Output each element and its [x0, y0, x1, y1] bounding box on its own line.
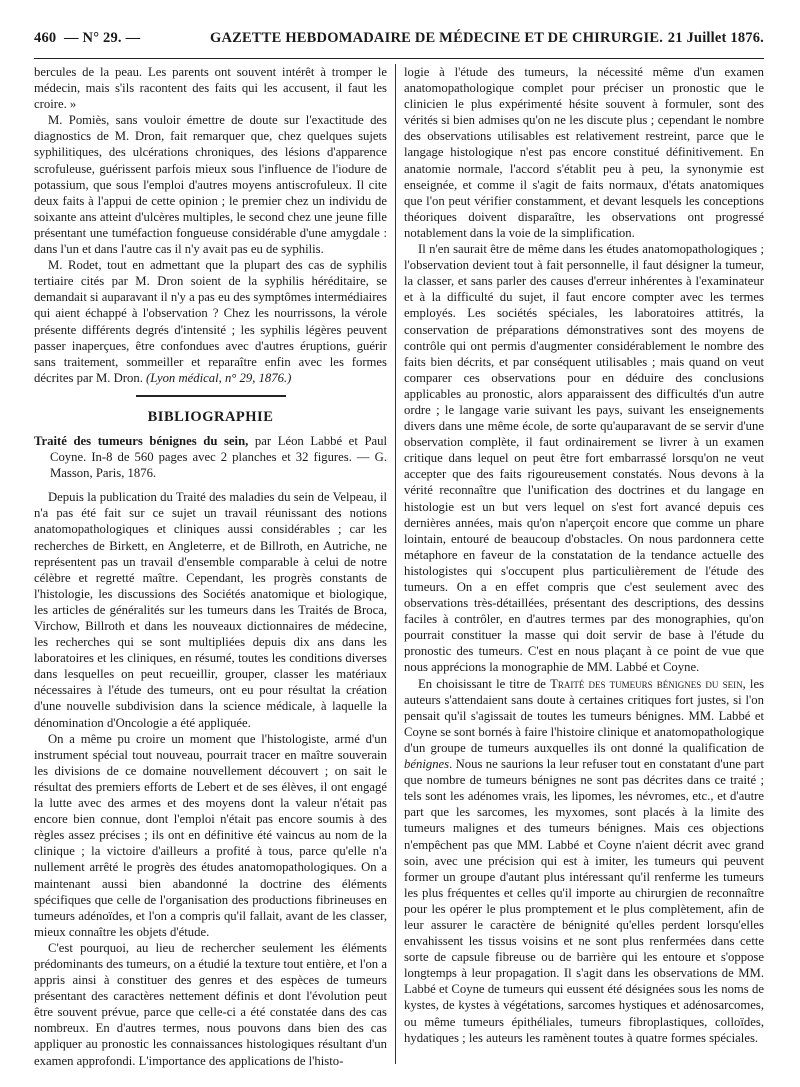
emphasis: bénignes — [404, 757, 450, 772]
section-title: BIBLIOGRAPHIE — [147, 408, 274, 425]
column-divider — [395, 64, 396, 1064]
book-title: Traité des tumeurs bénignes du sein, — [34, 433, 249, 448]
paragraph: C'est pourquoi, au lieu de rechercher seulement les éléments prédominants des tumeurs, on a étudié la texture tout entière, et l'on a appris ainsi à constituer des genres et des espèces de tumeurs présentant des caractères nettement définis et dont l'évolution peut être souvent prévue, parce que celle-ci a été constatée dans des cas nombreux. En d'autres termes, nous pouvons dans bien des cas appliquer au pronostic les connaissances histologiques résultant d'un examen approfondi. L'importance des applications de l'histo- — [34, 940, 387, 1068]
paragraph: Il n'en saurait être de même dans les études anatomopathologiques ; l'observation devient tout à fait personnelle, il faut désigner la tumeur, la classer, et sans parler des causes d'erreur inhérentes à l'examinateur et à la difficulté du sujet, il faut encore compter avec les termes employés. Les sociétés spéciales, les laboratoires attitrés, la conservation de préparations démonstratives sont des moyens de contrôle qui ont permis d'augmenter considérablement le nombre des faits bien décrits, et par conséquent utilisables ; mais quand on veut comparer ces observations pour en déduire des conclusions applicables au pronostic, alors apparaissent des difficultés d'un autre ordre ; le langage varie suivant les pays, suivant les enseignements divers dans une même école, de sorte qu'auparavant de se servir d'une observation complète, il faut ordinairement se livrer à un examen critique dans lequel on peut être fort embarrassé lorsqu'on ne veut accepter que des faits rigoureusement constatés. Nous devons à la vérité reconnaître que l'unification des doctrines et du langage en histologie est un but vers lequel on s'est fort avancé depuis ces dernières années, mais qu'on n'aperçoit encore que comme un phare lointain, entouré de beaucoup d'obstacles. On nous pardonnera cette métaphore en faveur de la constatation de la tendance actuelle des histologistes qui s'occupent plus particulièrement de l'étude des tumeurs. On a en effet compris que c'est seulement avec des observations très-détaillées, présentant des descriptions, des dessins faciles à contrôler, en d'autres termes par des monographies, qu'on pourrait constituer la masse qui doit servir de base à l'étude du pronostic des tumeurs. C'est en nous plaçant à ce point de vue que nous apprécions la monographie de MM. Labbé et Coyne. — [404, 242, 764, 675]
paragraph: On a même pu croire un moment que l'histologiste, armé d'un instrument spécial tout nouveau, pourrait tracer en maître souverain les divisions de ce domaine nouvellement découvert ; on sait le résultat des premiers efforts de Lebert et de ses élèves, il ont engagé la lutte avec des armes et des moyens dont la valeur n'était pas encore bien connue, dont l'emploi n'était pas encore soumis à des règles assez précises ; ils ont en définitive été vaincus au nom de la clinique ; la victoire d'ailleurs a profité à tous, parce qu'elle n'a nullement arrêté le progrès des études anatomopathologiques. On a maintenant aussi bien abandonné la doctrine des éléments spécifiques que celle de l'organisation des productions fibrineuses en tumeurs adénoïdes, et l'on a compris qu'il fallait, avant de les classer, mieux connaître les objets d'étude. — [34, 731, 387, 939]
paragraph: M. Pomiès, sans vouloir émettre de doute sur l'exactitude des diagnostics de M. Dron, fait remarquer que, chez quelques sujets syphilitiques, des ulcérations chroniques, des lésions d'apparence scrofuleuse, guérissent parfois mieux sous l'influence de l'iodure de potassium, que sous l'emploi d'autres moyens antiscrofuleux. Il cite deux faits à l'appui de cette opinion ; le premier chez un individu de soixante ans atteint d'ulcères multiples, le second chez une jeune fille présentant une tuméfaction fongueuse considérable d'une amygdale : dans l'un et dans l'autre cas il n'y avait pas eu de syphilis. — [34, 113, 387, 257]
book-details: par Léon Labbé et Paul Coyne. In-8 de 560 pages avec 2 planches et 32 figures. — G. Masson, Paris, 1876. — [50, 433, 388, 481]
right-column — [404, 64, 764, 1046]
section-rule — [136, 395, 286, 397]
header-rule — [34, 58, 764, 59]
source-citation: (Lyon médical, n° 29, 1876.) — [146, 370, 292, 385]
paragraph-text: En choisissant le titre de — [418, 676, 546, 691]
header-page-issue — [34, 30, 140, 47]
paragraph — [34, 257, 387, 386]
journal-title: GAZETTE HEBDOMADAIRE DE MÉDECINE ET DE CHIRURGIE. — [210, 30, 664, 46]
paragraph: logie à l'étude des tumeurs, la nécessité même d'un examen anatomopathologique complet pour préciser un pronostic que le clinicien le plus expérimenté hésite souvent à formuler, sont des vérités si bien admises qu'on ne les discute plus ; cependant le nombre des observations utilisables est relativement restreint, parce que le langage histologique n'est pas encore constitué définitivement. En anatomie normale, l'accord s'établit peu à peu, la synonymie est enseignée, et comme il s'agit de faits normaux, d'états anatomiques que l'on peut vérifier constamment, et devant lesquels les conceptions théoriques doivent disparaître, les observations ont progressé notablement dans la voie de la simplification. — [404, 65, 764, 240]
paragraph: bercules de la peau. Les parents ont souvent intérêt à tromper le médecin, mais s'ils racontent des faits qui les accusent, il faut les croire. » — [34, 65, 387, 112]
paragraph-text: , les auteurs s'attendaient sans doute à certaines critiques fort justes, si l'on pensait qu'il s'agissait de toutes les tumeurs bénignes. MM. Labbé et Coyne se sont bornés à faire l'histoire clinique et anatomopathologique d'un groupe de tumeurs auxquelles ils ont donné la qualification de — [404, 676, 765, 755]
book-title-ref: Traité des tumeurs bénignes du sein — [550, 676, 743, 691]
page-number: 460 — [34, 30, 57, 46]
paragraph-text: . Nous ne saurions la leur refuser tout en constatant d'une part que nombre de tumeurs bénignes ne sont pas décrites dans ce traité ; tels sont les adénomes vrais, les lipomes, les névromes, etc., et d'autre part que les sarcomes, les myxomes, sont placés à la limite des tumeurs malignes et des tumeurs bénignes. Mais ces objections n'empêchent pas que MM. Labbé et Coyne n'aient décrit avec grand soin, avec une précision qui est à imiter, les tumeurs qui peuvent former un groupe d'autant plus intéressant qu'il renferme les tumeurs les plus fréquentes et celles qu'il importe au chirurgien de reconnaître pour les opérer le plus promptement et le plus complètement, afin de leur assurer le caractère de bénignité qu'elles perdent lorsqu'elles envahissent les tissus voisins et ne sont plus renfermées dans cette sorte de capsule fibreuse ou de barrière qui les entoure et s'oppose longtemps à leur propagation. Il s'agit dans les observations de MM. Labbé et Coyne de tumeurs qui eussent été désignées sous les noms de kystes, de kystes à végétations, sarcomes hystiques et adénosarcomes, ou même tumeurs épithéliales, tumeurs fibroplastiques, colloïdes, hydatiques ; les auteurs les ramènent toutes à quatre formes spéciales. — [404, 757, 764, 1045]
running-header — [34, 30, 764, 52]
left-column — [34, 64, 387, 1069]
issue-number: — N° 29. — — [64, 30, 141, 46]
paragraph: Depuis la publication du Traité des maladies du sein de Velpeau, il n'a pas été fait sur ce sujet un travail réunissant des notions anatomopathologiques et cliniques aussi considérables ; car les recherches de Birkett, en Angleterre, et de Billroth, en Autriche, ne représentent pas un travail d'ensemble comparable à celui de notre célèbre et regretté maître. Cependant, les progrès constants de l'histologie, les discussions des Sociétés anatomique et biologique, les articles de généralités sur les tumeurs dans les Traités de Broca, Virchow, Billroth et dans les nouveaux dictionnaires de médecine, les recherches qui se sont multipliées depuis dix ans dans les laboratoires et les cliniques, en résumé, toutes les conditions diverses dans lesquelles on peut recueillir, grouper, classer les matériaux nécessaires à l'étude des tumeurs, ont eu pour résultat la création d'une nouvelle subdivision dans la science médicale, à laquelle la dénomination d'Oncologie a été appliquée. — [34, 490, 387, 730]
paragraph-text: M. Rodet, tout en admettant que la plupart des cas de syphilis tertiaire cités par M. Dron soient de la syphilis héréditaire, se demandait si auparavant il n'y a pas eu des symptômes intermédiaires qui aient échappé à l'observation ? Chez les nourrissons, la vérole présente différents degrés d'intensité ; les syphilis légères peuvent passer inaperçues, être confondues avec d'autres éruptions, guérir sans traitement, sommeiller et reparaître enfin avec les formes décrites par M. Dron. — [34, 258, 387, 385]
issue-date: 21 Juillet 1876. — [667, 30, 764, 46]
paragraph — [404, 676, 764, 1046]
book-reference — [34, 433, 387, 481]
